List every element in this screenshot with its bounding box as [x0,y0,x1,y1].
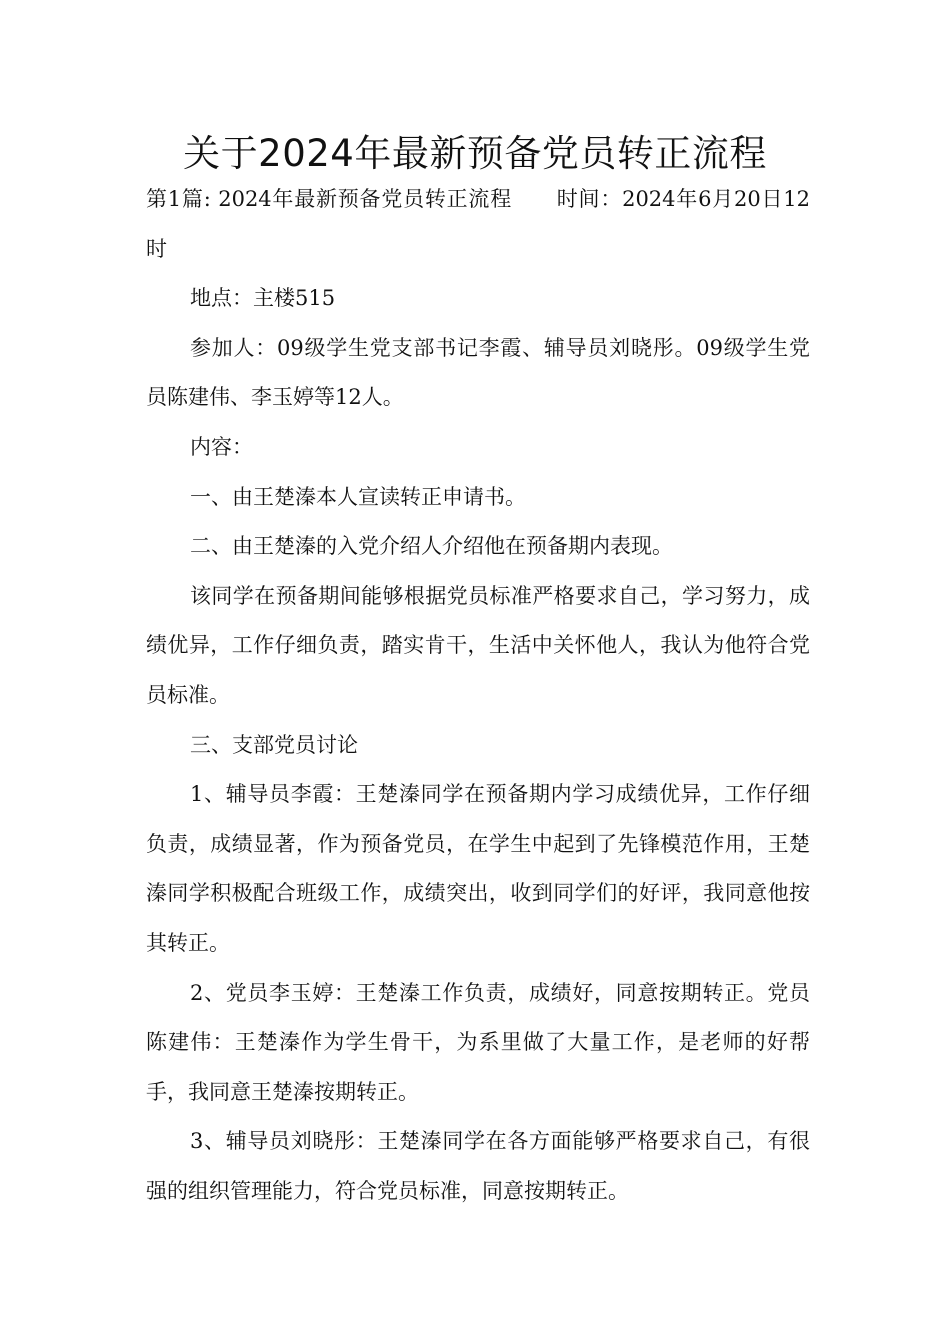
part-heading: 第1篇: 2024年最新预备党员转正流程 [146,187,512,211]
agenda-item-2: 二、由王楚溱的入党介绍人介绍他在预备期内表现。 [190,534,673,559]
introducer-statement: 该同学在预备期间能够根据党员标准严格要求自己，学习努力，成绩优异，工作仔细负责，踏实肯干，生活中关怀他人，我认为他符合党员标准。 [146,583,810,707]
agenda-item-3: 三、支部党员讨论 [190,732,358,757]
discussion-item-1: 1、辅导员李霞：王楚溱同学在预备期内学习成绩优异，工作仔细负责，成绩显著，作为预备党员，在学生中起到了先锋模范作用，王楚溱同学积极配合班级工作，成绩突出，收到同学们的好评，我同意他按其转正。 [146,782,810,955]
discussion-item-3: 3、辅导员刘晓彤：王楚溱同学在各方面能够严格要求自己，有很强的组织管理能力，符合党员标准，同意按期转正。 [146,1129,810,1203]
document-title: 关于2024年最新预备党员转正流程 [183,132,767,175]
header-line [146,175,810,274]
attendees-paragraph: 参加人：09级学生党支部书记李霞、辅导员刘晓彤。09级学生党员陈建伟、李玉婷等12人。 [146,335,810,410]
document-body [146,175,810,1216]
content-label: 内容： [190,434,253,459]
meeting-time: 时间：2024年6月20日12时 [146,187,810,261]
location-paragraph: 地点：主楼515 [190,286,336,311]
discussion-item-2: 2、党员李玉婷：王楚溱工作负责，成绩好，同意按期转正。党员陈建伟：王楚溱作为学生骨干，为系里做了大量工作，是老师的好帮手，我同意王楚溱按期转正。 [146,980,810,1104]
agenda-item-1: 一、由王楚溱本人宣读转正申请书。 [190,484,526,509]
